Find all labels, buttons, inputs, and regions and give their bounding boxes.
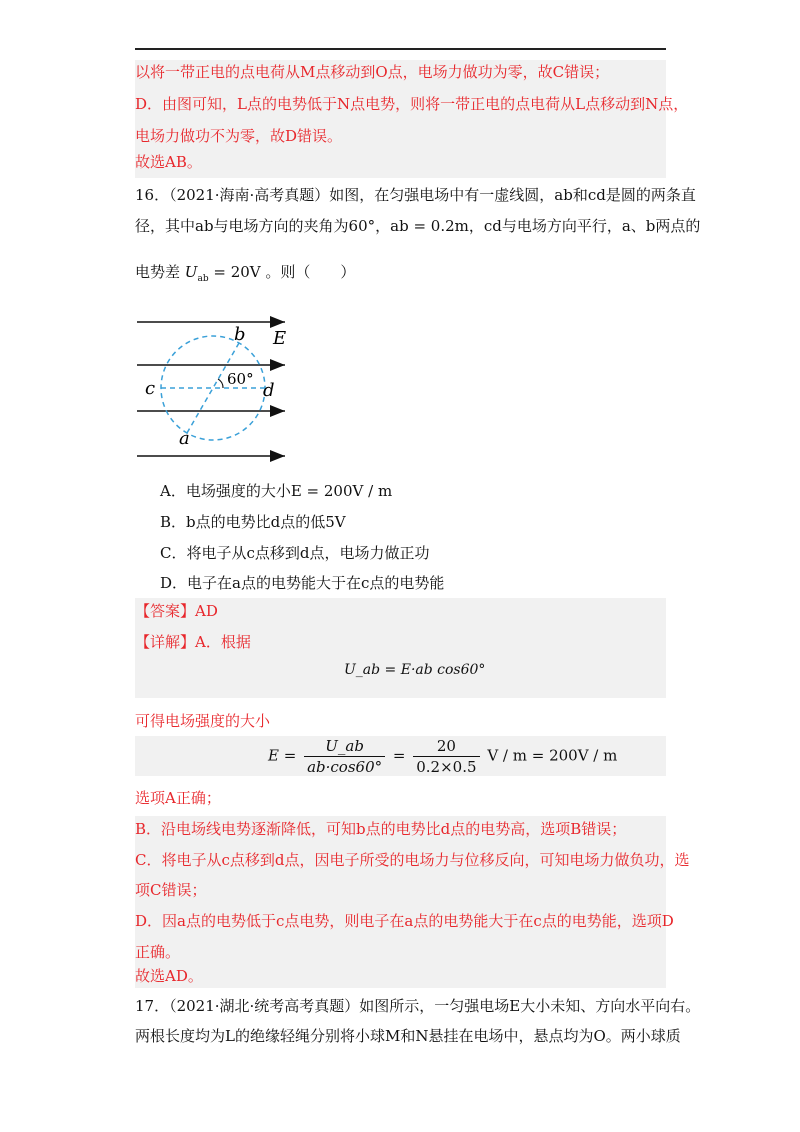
diameter-ab bbox=[187, 343, 239, 433]
s15-line2: D．由图可知，L点的电势低于N点电势，则将一带正电的点电荷从L点移动到N点， bbox=[135, 95, 689, 113]
detail-label: 【详解】 bbox=[135, 633, 196, 651]
option-a: A．电场强度的大小E = 200V / m bbox=[160, 482, 393, 500]
label-c: c bbox=[145, 378, 156, 399]
line-a-correct: 选项A正确； bbox=[135, 789, 221, 807]
option-b: B．b点的电势比d点的低5V bbox=[160, 513, 346, 531]
label-E: E bbox=[273, 328, 287, 349]
q17-line2: 两根长度均为L的绝缘轻绳分别将小球M和N悬挂在电场中，悬点均为O。两小球质 bbox=[135, 1027, 681, 1045]
q16-stem3-val: = 20V bbox=[208, 263, 261, 281]
formula2-num1: U_ab bbox=[304, 736, 385, 757]
formula-1: U_ab = E·ab cos60° bbox=[344, 662, 486, 678]
formula2-num2: 20 bbox=[413, 736, 479, 757]
formula2-den2: 0.2×0.5 bbox=[416, 758, 477, 776]
detail-text: A．根据 bbox=[195, 633, 251, 651]
mid-text: 可得电场强度的大小 bbox=[135, 712, 271, 730]
q16-stem3-formula: U bbox=[184, 263, 198, 281]
option-d: D．电子在a点的电势能大于在c点的电势能 bbox=[160, 574, 445, 592]
label-d: d bbox=[263, 380, 275, 401]
answer: 【答案】AD bbox=[135, 602, 218, 620]
formula2-rhs: V / m = 200V / m bbox=[487, 746, 618, 765]
angle-arc bbox=[218, 379, 223, 388]
final-answer: 故选AD。 bbox=[135, 967, 203, 985]
formula2-frac1 bbox=[304, 736, 385, 777]
explanation-block bbox=[135, 816, 666, 988]
field-circle-figure bbox=[135, 308, 305, 468]
top-rule bbox=[135, 48, 666, 50]
dashed-circle bbox=[161, 336, 265, 440]
s15-line4: 故选AB。 bbox=[135, 153, 202, 171]
option-c: C．将电子从c点移到d点，电场力做正功 bbox=[160, 544, 430, 562]
line-b: B．沿电场线电势逐渐降低，可知b点的电势比d点的电势高，选项B错误； bbox=[135, 820, 627, 838]
label-a: a bbox=[179, 428, 190, 449]
q16-stem-line2: 径，其中ab与电场方向的夹角为60°，ab = 0.2m，cd与电场方向平行，a、b两点的 bbox=[135, 217, 701, 235]
label-angle: 60° bbox=[227, 370, 254, 388]
formula-2 bbox=[268, 736, 617, 777]
detail-line bbox=[135, 632, 251, 652]
line-c2: 项C错误； bbox=[135, 881, 207, 899]
q16-stem3-post: 。则（ ） bbox=[265, 263, 356, 281]
q17-line1: 17．（2021·湖北·统考高考真题）如图所示，一匀强电场E大小未知、方向水平向右。 bbox=[135, 997, 701, 1015]
formula2-lhs: E = bbox=[268, 746, 297, 765]
line-d1: D．因a点的电势低于c点电势，则电子在a点的电势能大于在c点的电势能，选项D bbox=[135, 912, 674, 930]
formula2-eq: = bbox=[392, 746, 406, 765]
s15-line3: 电场力做功不为零，故D错误。 bbox=[135, 127, 343, 145]
q16-stem3-pre: 电势差 bbox=[135, 263, 181, 281]
q16-stem-line3 bbox=[135, 262, 355, 289]
q16-stem3-sub: ab bbox=[197, 274, 209, 284]
q16-stem-line1: 16．（2021·海南·高考真题）如图，在匀强电场中有一虚线圆，ab和cd是圆的两条直 bbox=[135, 186, 696, 204]
line-d2: 正确。 bbox=[135, 943, 181, 961]
formula2-frac2 bbox=[413, 736, 479, 777]
line-c1: C．将电子从c点移到d点，因电子所受的电场力与位移反向，可知电场力做负功，选 bbox=[135, 851, 690, 869]
s15-line1: 以将一带正电的点电荷从M点移动到O点，电场力做功为零，故C错误； bbox=[135, 63, 610, 81]
label-b: b bbox=[234, 324, 246, 345]
formula2-den1: ab·cos60° bbox=[307, 758, 383, 776]
